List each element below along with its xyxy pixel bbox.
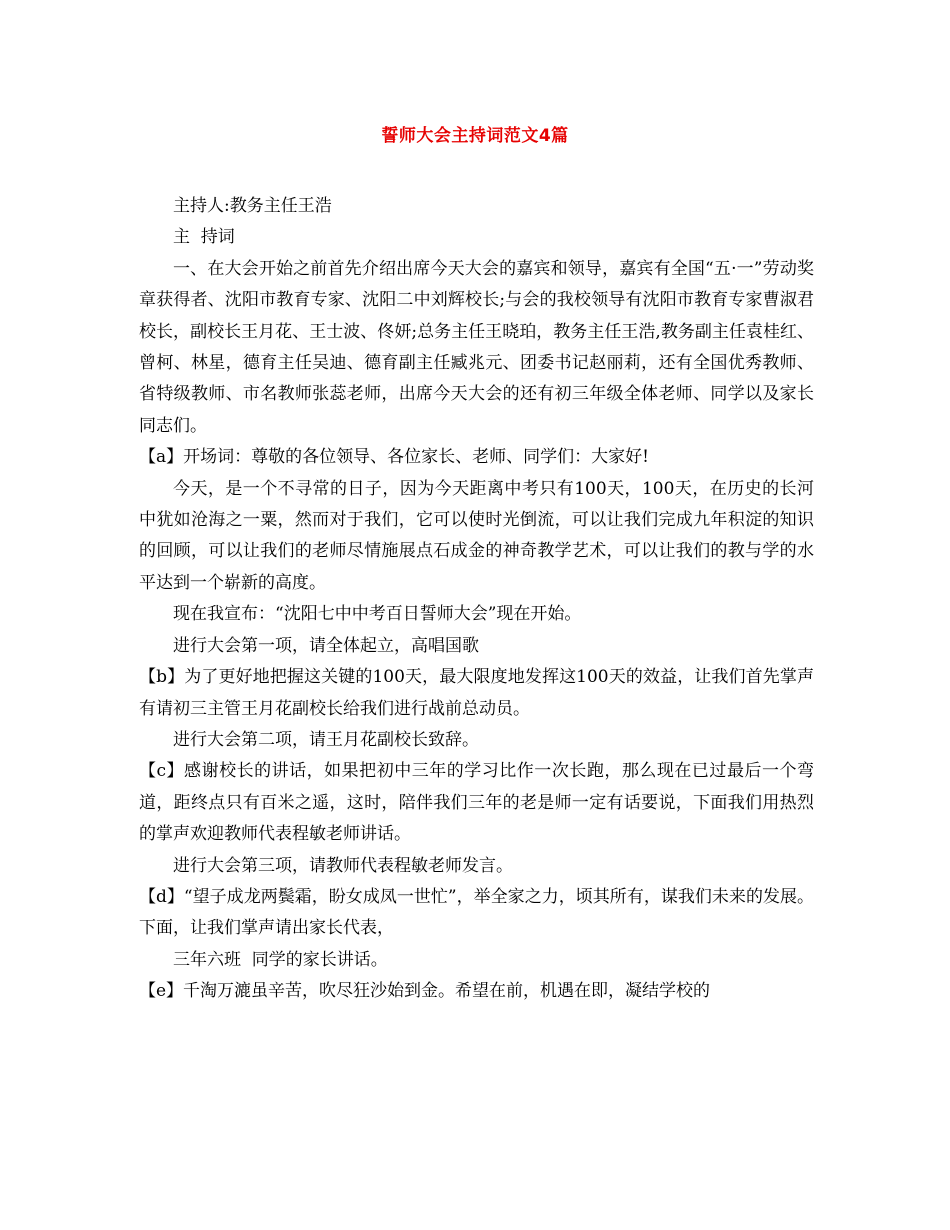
paragraph-announcement: 现在我宣布：“沈阳七中中考百日誓师大会”现在开始。: [173, 604, 582, 625]
paragraph-item-one: 进行大会第一项，请全体起立，高唱国歌: [173, 635, 479, 656]
paragraph-opening-a: 【a】开场词：尊敬的各位领导、各位家长、老师、同学们：大家好!: [139, 447, 649, 468]
paragraph-section-b: 【b】为了更好地把握这关键的100天，最大限度地发挥这100天的效益，让我们首先掌声有请初三主管王月花副校长给我们进行战前总动员。: [139, 667, 814, 719]
paragraph-item-three: 进行大会第三项，请教师代表程敏老师发言。: [173, 855, 513, 876]
document-title: 誓师大会主持词范文4篇: [381, 126, 569, 146]
paragraph-guest-introduction: 一、在大会开始之前首先介绍出席今天大会的嘉宾和领导，嘉宾有全国“五·一”劳动奖章获得者、沈阳市教育专家、沈阳二中刘辉校长;与会的我校领导有沈阳市教育专家曹淑君校长，副校长王月花、王士波、佟妍;总务主任王晓珀，教务主任王浩,教务副主任袁桂红、曾柯、林星，德育主任吴迪、德育副主任臧兆元、团委书记赵丽莉，还有全国优秀教师、省特级教师、市名教师张蕊老师，出席今天大会的还有初三年级全体老师、同学以及家长同志们。: [139, 258, 814, 436]
paragraph-hundred-days: 今天，是一个不寻常的日子，因为今天距离中考只有100天，100天，在历史的长河中犹如沧海之一粟，然而对于我们，它可以使时光倒流，可以让我们完成九年积淀的知识的回顾，可以让我们的老师尽情施展点石成金的神奇教学艺术，可以让我们的教与学的水平达到一个崭新的高度。: [139, 478, 814, 593]
paragraph-script-heading: 主 持词: [173, 227, 235, 248]
paragraph-section-d: 【d】“望子成龙两鬓霜，盼女成凤一世忙”，举全家之力，顷其所有，谋我们未来的发展。下面，让我们掌声请出家长代表，: [139, 886, 814, 939]
paragraph-host: 主持人:教务主任王浩: [173, 196, 332, 216]
document-body: [139, 191, 814, 1008]
paragraph-section-c: 【c】感谢校长的讲话，如果把初中三年的学习比作一次长跑，那么现在已过最后一个弯道，距终点只有百米之遥，这时，陪伴我们三年的老是师一定有话要说，下面我们用热烈的掌声欢迎教师代表程敏老师讲话。: [139, 761, 814, 845]
paragraph-item-two: 进行大会第二项，请王月花副校长致辞。: [173, 729, 479, 750]
paragraph-parent-speech: 三年六班 同学的家长讲话。: [173, 949, 388, 970]
paragraph-section-e: 【e】千淘万漉虽辛苦，吹尽狂沙始到金。希望在前，机遇在即，凝结学校的: [139, 981, 711, 1002]
